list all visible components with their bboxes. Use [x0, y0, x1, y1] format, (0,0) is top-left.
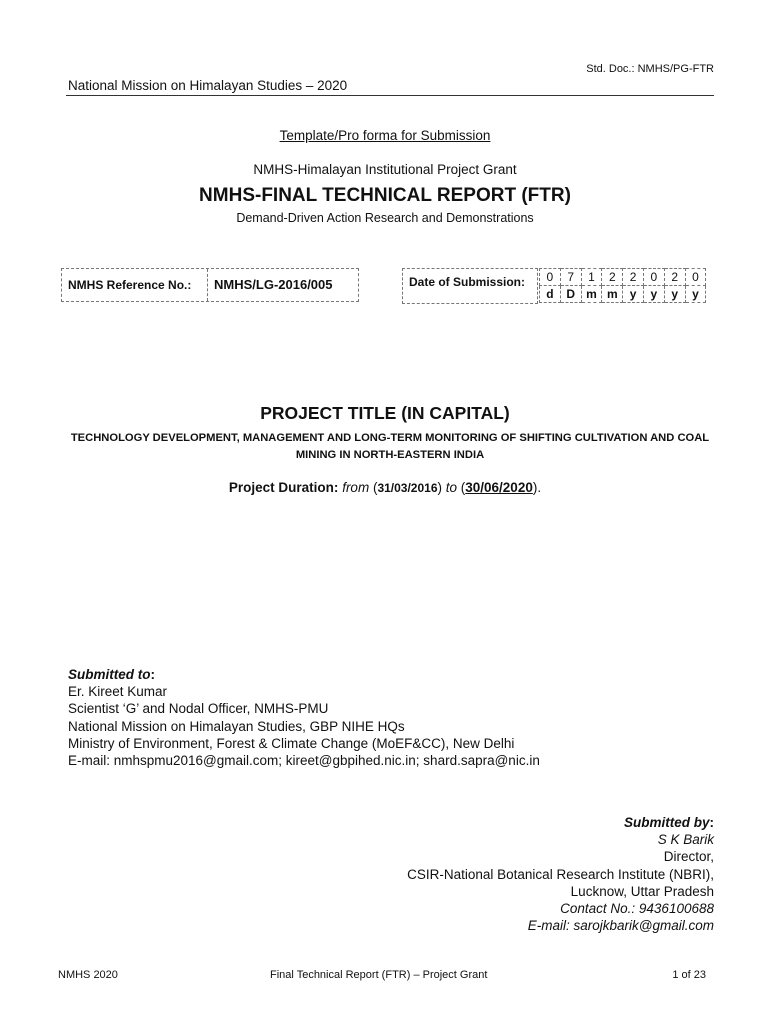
submitter-name: S K Barik — [657, 832, 714, 848]
recipient-organization: National Mission on Himalayan Studies, GBP NIHE HQs — [68, 718, 405, 734]
reference-box — [61, 268, 359, 302]
submitter-institute: CSIR-National Botanical Research Institute (NBRI), — [407, 866, 714, 882]
submitted-to-heading: Submitted to: — [68, 667, 155, 682]
date-format-char: m — [602, 286, 623, 303]
submission-date-grid — [539, 268, 706, 303]
duration-from-word: from — [342, 480, 370, 495]
report-title: NMHS-FINAL TECHNICAL REPORT (FTR) — [199, 185, 571, 206]
footer-center-text: Final Technical Report (FTR) – Project Grant — [270, 969, 488, 981]
duration-to-word: to — [445, 480, 458, 495]
date-digit: 7 — [560, 269, 581, 286]
footer-left-text: NMHS 2020 — [58, 969, 118, 981]
page-number: 1 of 23 — [672, 969, 706, 981]
doc-code: Std. Doc.: NMHS/PG-FTR — [586, 63, 714, 75]
date-digit: 2 — [664, 269, 685, 286]
date-digit: 2 — [623, 269, 644, 286]
submitter-contact: Contact No.: 9436100688 — [560, 901, 714, 917]
date-format-char: y — [643, 286, 664, 303]
date-digit: 0 — [685, 269, 706, 286]
date-format-char: y — [664, 286, 685, 303]
header-divider — [66, 95, 714, 96]
submission-date-label: Date of Submission: — [402, 268, 538, 304]
recipient-emails: E-mail: nmhspmu2016@gmail.com; kireet@gbpihed.nic.in; shard.sapra@nic.in — [68, 753, 540, 769]
date-format-char: y — [685, 286, 706, 303]
recipient-ministry: Ministry of Environment, Forest & Climate Change (MoEF&CC), New Delhi — [68, 735, 515, 751]
submitted-by-block — [407, 814, 714, 934]
submitter-email: E-mail: sarojkbarik@gmail.com — [527, 918, 714, 934]
date-digit: 0 — [643, 269, 664, 286]
date-format-char: m — [581, 286, 602, 303]
date-format-char: D — [560, 286, 581, 303]
duration-label: Project Duration: — [228, 480, 339, 495]
submitted-by-heading: Submitted by: — [623, 815, 714, 830]
reference-label: NMHS Reference No.: — [62, 269, 208, 301]
grant-name: NMHS-Himalayan Institutional Project Grant — [253, 162, 517, 177]
date-digit: 1 — [581, 269, 602, 286]
date-format-char: d — [540, 286, 561, 303]
submitter-location: Lucknow, Uttar Pradesh — [570, 883, 714, 899]
duration-from-date: 31/03/2016 — [377, 481, 438, 495]
date-format-char: y — [623, 286, 644, 303]
recipient-designation: Scientist ‘G’ and Nodal Officer, NMHS-PMU — [68, 701, 329, 717]
project-duration: Project Duration: from (31/03/2016) to (30/06/2020). — [228, 480, 542, 495]
recipient-name: Er. Kireet Kumar — [68, 684, 168, 700]
duration-to-date: 30/06/2020 — [465, 480, 533, 495]
date-digit: 0 — [540, 269, 561, 286]
date-digit: 2 — [602, 269, 623, 286]
submitted-to-block — [68, 666, 540, 769]
header-mission-title: National Mission on Himalayan Studies – 2020 — [68, 78, 348, 93]
report-subtitle: Demand-Driven Action Research and Demonstrations — [236, 211, 534, 225]
project-title-text: TECHNOLOGY DEVELOPMENT, MANAGEMENT AND LONG-TERM MONITORING OF SHIFTING CULTIVATION AND COAL MINING IN NORTH-EASTERN INDIA — [70, 432, 710, 461]
submitter-designation: Director, — [663, 849, 714, 865]
reference-value: NMHS/LG-2016/005 — [214, 277, 333, 292]
project-title-heading: PROJECT TITLE (IN CAPITAL) — [260, 403, 510, 423]
template-label: Template/Pro forma for Submission — [279, 128, 491, 143]
